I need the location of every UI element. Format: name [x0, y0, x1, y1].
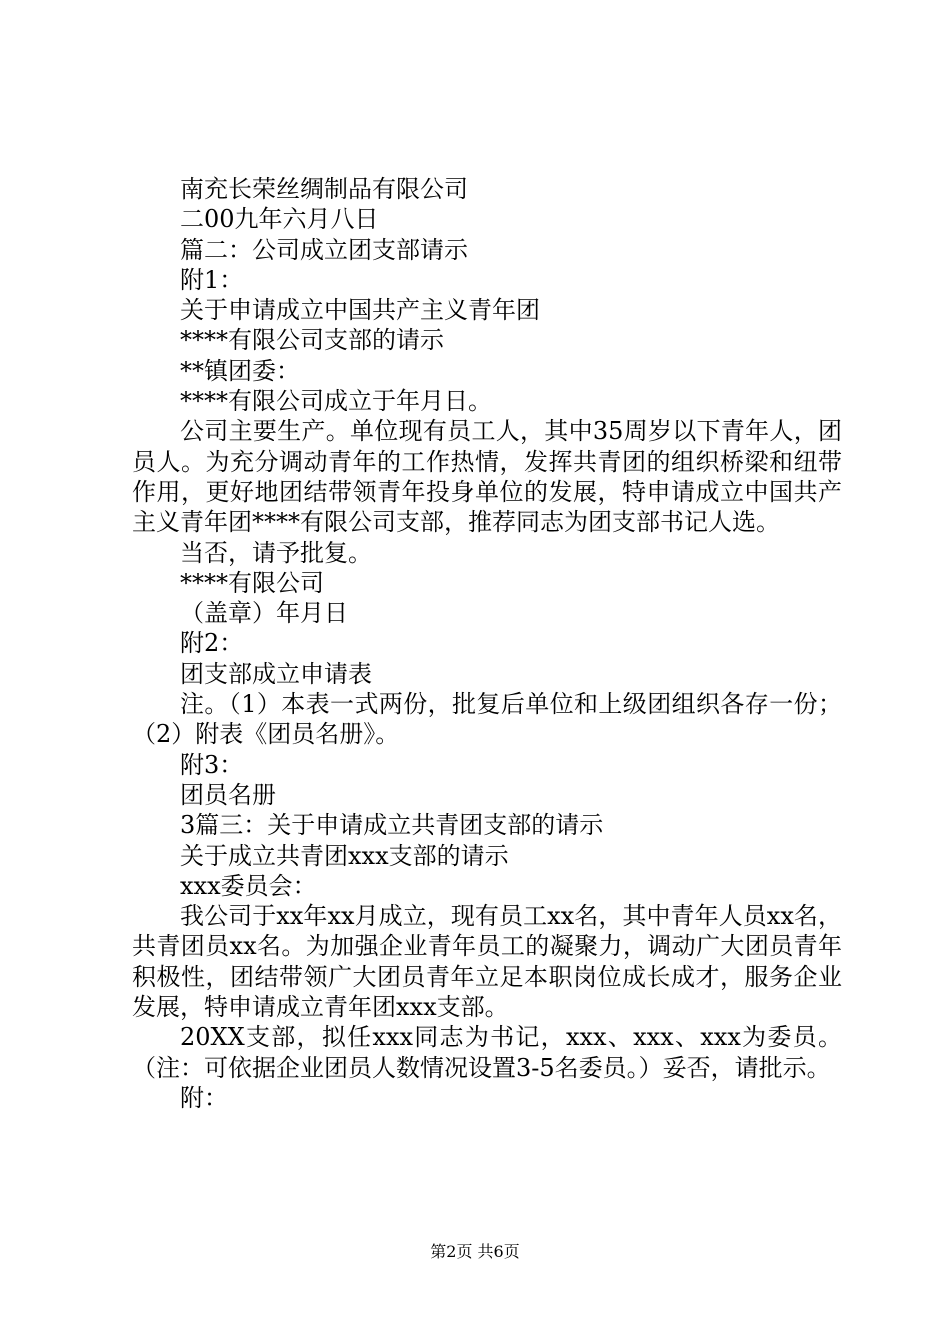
signature-company: ****有限公司 [180, 568, 324, 597]
paragraph-appointments: 20XX支部，拟任xxx同志为书记，xxx、xxx、xxx为委员。（注：可依据企业团员人数情况设置3-5名委员。）妥否，请批示。 [132, 1023, 842, 1082]
application-form-title: 团支部成立申请表 [180, 659, 372, 688]
member-roster-title: 团员名册 [180, 780, 276, 809]
addressee-3: xxx委员会： [180, 871, 317, 900]
founding-statement: ****有限公司成立于年月日。 [180, 387, 492, 416]
company-name: 南充长荣丝绸制品有限公司 [180, 175, 468, 203]
approval-request: 当否，请予批复。 [180, 538, 372, 567]
attachment-label: 附： [180, 1083, 228, 1112]
page-number-footer: 第2页 共6页 [430, 1242, 520, 1261]
request-title-line-1: 关于申请成立中国共产主义青年团 [180, 296, 540, 325]
document-body [132, 174, 842, 1113]
paragraph-company-overview: 我公司于xx年xx月成立，现有员工xx名，其中青年人员xx名，共青团员xx名。为加强企业青年员工的凝聚力，调动广大团员青年积极性，团结带领广大团员青年立足本职岗位成长成才，服务企业发展，特申请成立青年团xxx支部。 [132, 902, 842, 1022]
addressee: **镇团委： [180, 356, 300, 385]
seal-date-line: （盖章）年月日 [180, 599, 348, 628]
paragraph-company-intro: 公司主要生产。单位现有员工人，其中35周岁以下青年人，团员人。为充分调动青年的工作热情，发挥共青团的组织桥梁和纽带作用，更好地团结带领青年投身单位的发展，特申请成立中国共产主义青年团****有限公司支部，推荐同志为团支部书记人选。 [132, 417, 842, 537]
appendix-2-label: 附2： [180, 629, 244, 658]
request-title-line-2: ****有限公司支部的请示 [180, 326, 444, 355]
date-line: 二00九年六月八日 [180, 205, 379, 234]
section-heading-2: 篇二：公司成立团支部请示 [180, 235, 468, 264]
appendix-3-label: 附3： [180, 750, 244, 779]
appendix-1-label: 附1： [180, 265, 244, 294]
request-title-3: 关于成立共青团xxx支部的请示 [180, 841, 509, 870]
paragraph-note: 注。（1）本表一式两份，批复后单位和上级团组织各存一份；（2）附表《团员名册》。 [132, 690, 842, 749]
section-heading-3: 3篇三：关于申请成立共青团支部的请示 [180, 811, 604, 840]
